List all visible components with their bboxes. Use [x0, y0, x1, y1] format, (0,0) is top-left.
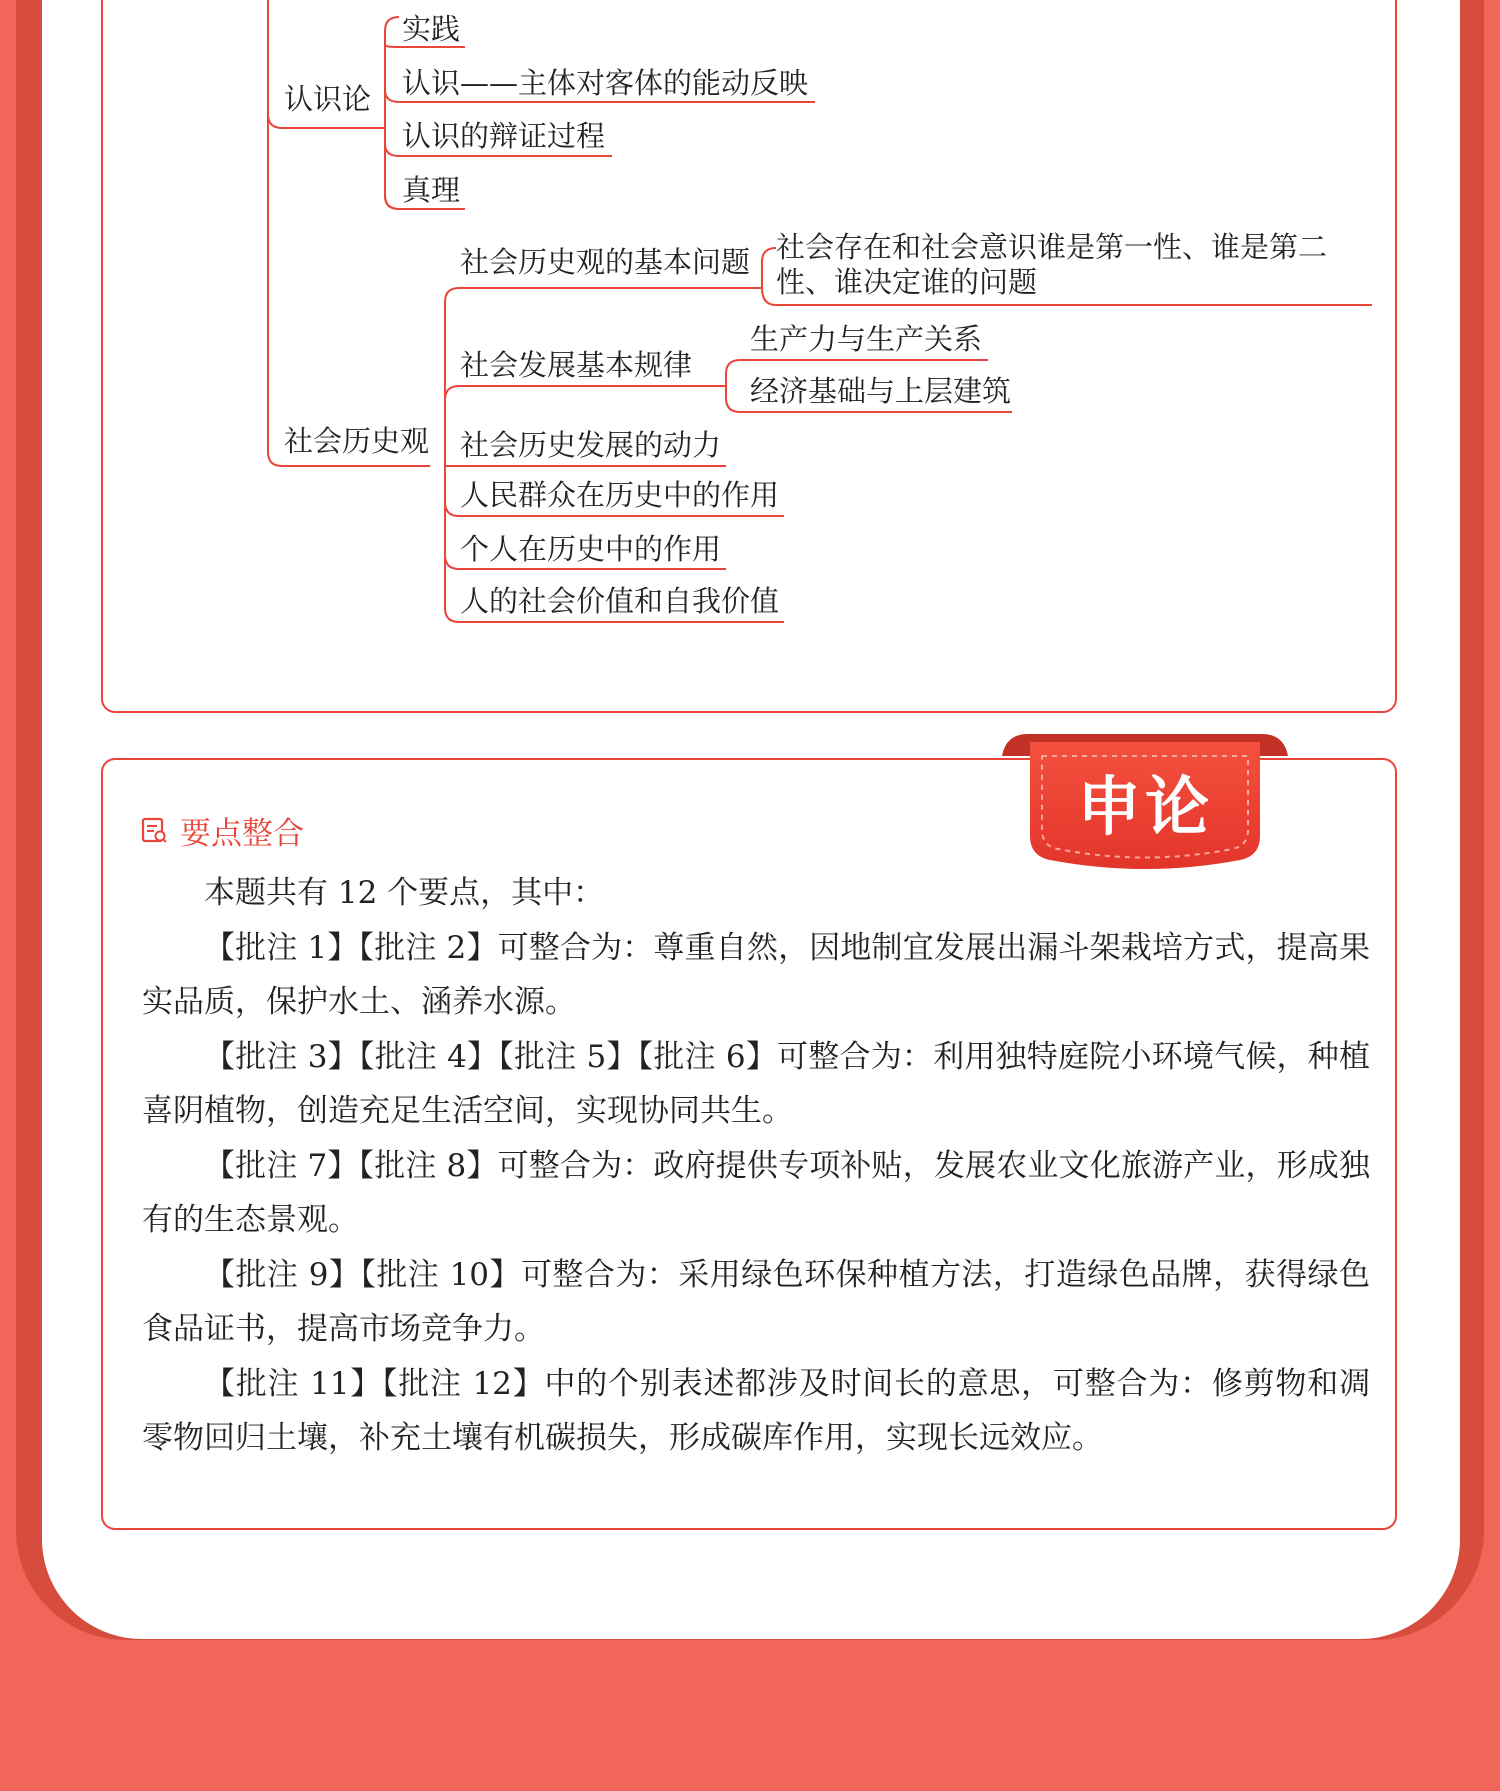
mm-basic-question-detail: 社会存在和社会意识谁是第一性、谁是第二性、谁决定谁的问题 — [776, 230, 1328, 299]
mm-masses-role: 人民群众在历史中的作用 — [460, 478, 780, 512]
key-points-text — [142, 866, 1370, 1466]
paragraph: 【批注 1】【批注 2】可整合为：尊重自然，因地制宜发展出漏斗架栽培方式，提高果实品质，保护水土、涵养水源。 — [142, 929, 1370, 1020]
mm-practice: 实践 — [402, 12, 461, 46]
paragraph: 本题共有 12 个要点，其中： — [204, 875, 605, 911]
badge-label: 申论 — [1077, 771, 1213, 845]
mm-cognition-reflection: 认识——主体对客体的能动反映 — [402, 66, 809, 100]
shenlun-badge — [1002, 734, 1288, 884]
mm-economic-base: 经济基础与上层建筑 — [750, 374, 1012, 408]
mm-dialectical-process: 认识的辩证过程 — [402, 119, 606, 153]
document-icon — [140, 816, 168, 844]
section-heading — [140, 810, 304, 850]
section-title: 要点整合 — [180, 815, 304, 852]
mm-history-view: 社会历史观 — [284, 424, 430, 458]
mm-driving-force: 社会历史发展的动力 — [460, 428, 722, 462]
mm-basic-question: 社会历史观的基本问题 — [460, 245, 751, 279]
mm-individual-role: 个人在历史中的作用 — [460, 532, 722, 566]
paragraph: 【批注 9】【批注 10】可整合为：采用绿色环保种植方法，打造绿色品牌，获得绿色食品证书，提高市场竞争力。 — [142, 1256, 1370, 1347]
paragraph: 【批注 11】【批注 12】中的个别表述都涉及时间长的意思，可整合为：修剪物和凋零物回归土壤，补充土壤有机碳损失，形成碳库作用，实现长远效应。 — [142, 1365, 1370, 1456]
paragraph: 【批注 7】【批注 8】可整合为：政府提供专项补贴，发展农业文化旅游产业，形成独有的生态景观。 — [142, 1147, 1370, 1238]
mm-social-value: 人的社会价值和自我价值 — [460, 584, 780, 618]
paragraph: 【批注 3】【批注 4】【批注 5】【批注 6】可整合为：利用独特庭院小环境气候，种植喜阴植物，创造充足生活空间，实现协同共生。 — [142, 1038, 1370, 1129]
mm-development-law: 社会发展基本规律 — [460, 348, 693, 382]
mm-epistemology: 认识论 — [284, 82, 372, 116]
mm-truth: 真理 — [402, 173, 461, 207]
mm-productive-forces: 生产力与生产关系 — [750, 322, 983, 356]
